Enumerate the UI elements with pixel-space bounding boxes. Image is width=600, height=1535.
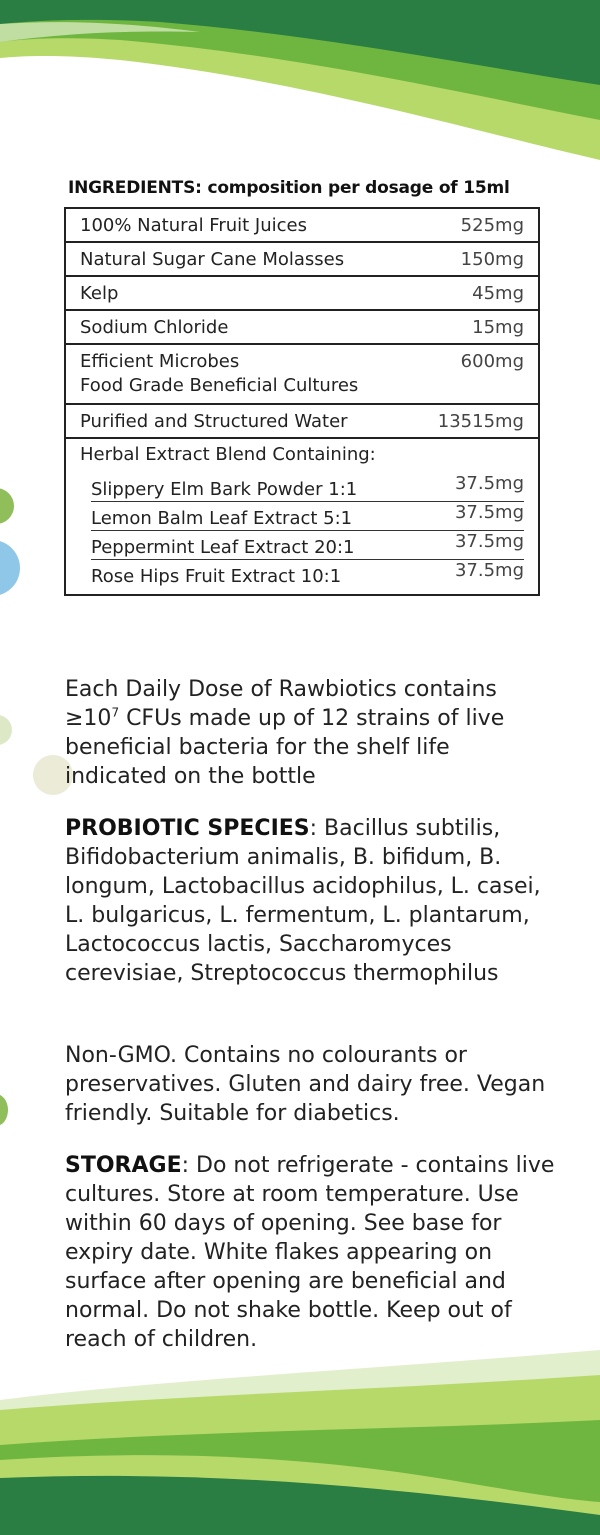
herbal-item-value: 37.5mg (454, 473, 524, 494)
table-row (65, 242, 539, 276)
ingredient-name: Purified and Structured Water (80, 411, 348, 432)
table-row (65, 310, 539, 344)
herbal-item (91, 531, 524, 560)
non-gmo-text: Non-GMO. Contains no colourants or preservatives. Gluten and dairy free. Vegan friendly. Suitable for diabetics. (65, 1043, 546, 1126)
ingredient-name: 100% Natural Fruit Juices (80, 215, 307, 236)
storage-label: STORAGE (65, 1153, 182, 1178)
blue-dot-decoration (0, 540, 20, 596)
ingredient-name-line2: Food Grade Beneficial Cultures (80, 375, 359, 396)
ingredient-value: 150mg (460, 249, 524, 270)
ingredient-name: Sodium Chloride (80, 317, 229, 338)
cfu-exponent: 7 (111, 705, 120, 720)
herbal-item-name: Rose Hips Fruit Extract 10:1 (91, 566, 342, 587)
herbal-item (91, 473, 524, 502)
herbal-heading: Herbal Extract Blend Containing: (80, 444, 376, 465)
ingredient-name: Kelp (80, 283, 119, 304)
herbal-item-value: 37.5mg (454, 531, 524, 552)
ingredient-value: 13515mg (437, 411, 524, 432)
top-wave-decoration (0, 0, 600, 170)
herbal-item (91, 502, 524, 531)
table-row (65, 344, 539, 404)
ingredient-value: 525mg (460, 215, 524, 236)
ingredients-title-detail: composition per dosage of 15ml (201, 178, 510, 198)
storage-colon: : (181, 1153, 190, 1178)
ingredient-value: 15mg (472, 317, 524, 338)
green-dot-decoration-lower (0, 1094, 8, 1126)
table-row (65, 404, 539, 438)
ingredient-name: Efficient Microbes (80, 351, 240, 372)
herbal-item (91, 560, 524, 588)
green-dot-decoration (0, 488, 14, 524)
storage-text: Do not refrigerate - contains live cultures. Store at room temperature. Use within 60 days of opening. See base for expiry date. White flakes appearing on surface after opening are beneficial and normal. Do not shake bottle. Keep out of reach of children. (65, 1153, 555, 1352)
cfu-paragraph (65, 675, 555, 791)
ingredients-title-label: INGREDIENTS: (68, 178, 202, 198)
herbal-item-value: 37.5mg (454, 502, 524, 523)
probiotic-paragraph (65, 814, 555, 988)
ingredients-title (68, 178, 510, 198)
cfu-prefix: Each Daily Dose of Rawbiotics contains ≥10 (65, 677, 497, 731)
probiotic-text: Bacillus subtilis, Bifidobacterium animalis, B. bifidum, B. longum, Lactobacillus acidophilus, L. casei, L. bulgaricus, L. fermentum, L. plantarum, Lactococcus lactis, Saccharomyces cerevisiae, Streptococcus thermophilus (65, 816, 541, 986)
cfu-suffix: CFUs made up of 12 strains of live beneficial bacteria for the shelf life indicated on the bottle (65, 706, 505, 789)
table-row (65, 208, 539, 242)
storage-paragraph (65, 1151, 555, 1354)
ingredient-name: Natural Sugar Cane Molasses (80, 249, 345, 270)
herbal-item-name: Lemon Balm Leaf Extract 5:1 (91, 508, 353, 529)
bottom-wave-decoration (0, 1350, 600, 1535)
ingredient-value: 45mg (472, 283, 524, 304)
non-gmo-paragraph (65, 1041, 555, 1128)
probiotic-colon: : (309, 816, 318, 841)
ingredient-value: 600mg (460, 351, 524, 372)
table-row (65, 276, 539, 310)
pale-green-dot-decoration (0, 715, 12, 745)
table-row-herbal (65, 438, 539, 595)
probiotic-label: PROBIOTIC SPECIES (65, 816, 310, 841)
herbal-item-name: Slippery Elm Bark Powder 1:1 (91, 479, 358, 500)
herbal-item-value: 37.5mg (454, 560, 524, 581)
herbal-item-name: Peppermint Leaf Extract 20:1 (91, 537, 355, 558)
ingredients-table (64, 207, 540, 596)
